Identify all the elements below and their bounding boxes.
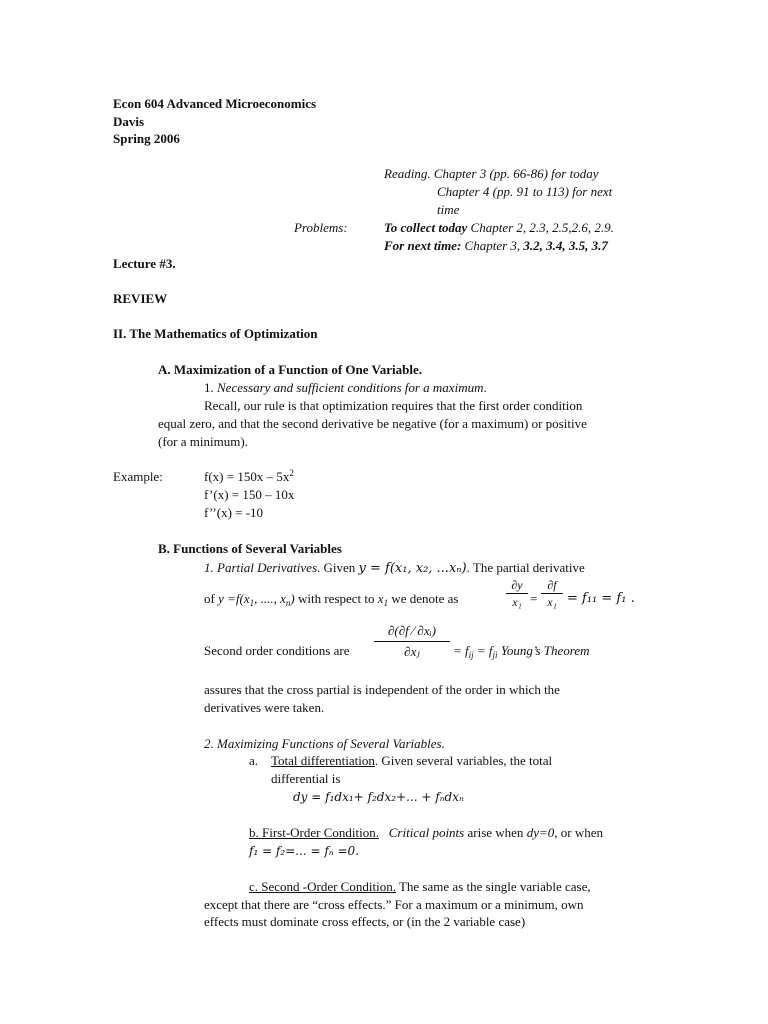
of-func: $y =f(x_1$, ...., $x_n$) — [218, 591, 295, 608]
partial-title: 1. Partial Derivatives — [204, 560, 318, 575]
reading-text-1: Chapter 3 (pp. 66-86) for today — [433, 166, 599, 181]
reading-line-3: time — [437, 202, 460, 217]
eq1-base: f(x) = 150x – 5x — [204, 469, 290, 484]
example-eq-1 — [204, 469, 294, 485]
item-1-text: Necessary and sufficient conditions for a maximum — [217, 380, 484, 395]
section-title: II. The Mathematics of Optimization — [113, 326, 318, 341]
reading-line-2: Chapter 4 (pp. 91 to 113) for next — [437, 184, 613, 199]
second-order-title: c. Second -Order Condition. — [249, 879, 396, 894]
next-time-label: For next time: — [384, 238, 462, 253]
next-time-problems: 3.2, 3.4, 3.5, 3.7 — [523, 238, 608, 253]
section-a-heading: A. Maximization of a Function of One Variable. — [158, 362, 422, 377]
partial-line — [204, 560, 585, 577]
term: Spring 2006 — [113, 131, 180, 146]
maximizing-title: 2. Maximizing Functions of Several Variables. — [204, 736, 445, 751]
frac-df-num: ∂f — [547, 578, 557, 592]
lecture-number: Lecture #3. — [113, 256, 176, 271]
next-time-line — [384, 238, 608, 254]
second-order-line-2: except that there are “cross effects.” For a maximum or a minimum, own — [204, 897, 584, 912]
of-prefix: of — [204, 591, 215, 606]
total-diff-line-2: differential is — [271, 771, 341, 786]
instructor-name: Davis — [113, 114, 145, 129]
or-when: or when — [560, 825, 603, 840]
section-b-heading: B. Functions of Several Variables — [158, 541, 342, 556]
of-line — [204, 591, 458, 607]
frac-df-den: x₁ — [547, 595, 557, 609]
item-1-number: 1. — [204, 380, 214, 395]
example-eq-2: f’(x) = 150 – 10x — [204, 487, 295, 502]
collect-today-label: To collect today — [384, 220, 468, 235]
item-1: 1. Necessary and sufficient conditions for a maximum. — [204, 380, 487, 395]
second-order-fraction — [374, 624, 450, 659]
critical-points: Critical points — [388, 825, 465, 840]
first-order-title: b. First-Order Condition. — [249, 825, 379, 840]
x1-var: $x_1$ — [377, 591, 389, 608]
course-title: Econ 604 Advanced Microeconomics — [113, 96, 317, 111]
item-a-letter: a. — [249, 753, 259, 768]
we-denote: we denote as — [391, 591, 459, 606]
collect-today-line — [384, 220, 614, 236]
total-diff-rest: . Given several variables, the total — [374, 753, 553, 768]
review-heading: REVIEW — [113, 291, 168, 306]
para-line-3: (for a minimum). — [158, 434, 248, 449]
with-respect: with respect to — [297, 591, 375, 606]
eq1-exponent: 2 — [289, 468, 294, 478]
para-line-2: equal zero, and that the second derivative be negative (for a maximum) or positive — [158, 416, 587, 431]
example-label: Example: — [113, 469, 163, 484]
partial-given: . Given — [317, 560, 356, 575]
example-eq-3: f’’(x) = -10 — [204, 505, 264, 520]
total-diff-line — [271, 753, 552, 769]
next-time-chapter: Chapter 3, — [464, 238, 521, 253]
partial-tail: . The partial derivative — [466, 560, 585, 575]
young-theorem: Young’s Theorem — [500, 643, 590, 658]
partial-equals-tail: = f₁₁ = f₁ . — [567, 591, 635, 606]
second-order-line — [249, 879, 591, 895]
total-diff-term: Total differentiation — [271, 753, 375, 768]
frac-dy-num: ∂y — [511, 578, 523, 592]
frac-dy-den: x₁ — [512, 595, 522, 609]
reading-label: Reading — [384, 166, 428, 181]
reading-line-1: Reading. Chapter 3 (pp. 66-86) for today — [384, 166, 599, 181]
second-order-line-3: effects must dominate cross effects, or (in the 2 variable case) — [204, 914, 526, 929]
second-order-rest: The same as the single variable case, — [398, 879, 591, 894]
assures-line-1: assures that the cross partial is independent of the order in which the — [204, 682, 560, 697]
assures-line-2: derivatives were taken. — [204, 700, 325, 715]
second-order-label: Second order conditions are — [204, 643, 350, 658]
first-order-rest: arise when — [467, 825, 524, 840]
so-den: ∂xⱼ — [404, 644, 420, 659]
young-line: = $f_{ij} = f_{ji}$ Young’s Theorem — [453, 643, 590, 660]
collect-today-text: Chapter 2, 2.3, 2.5,2.6, 2.9. — [470, 220, 614, 235]
given-formula: y = f(x₁, x₂, ...xₙ) — [358, 561, 467, 576]
eq-sign-1: = — [530, 591, 538, 606]
fraction-df-dx1 — [541, 578, 563, 609]
total-differential-eq: dy = f₁dx₁+ f₂dx₂+... + fₙdxₙ — [293, 790, 464, 804]
dy-zero: dy=0, — [526, 825, 558, 840]
first-order-line — [249, 825, 603, 841]
fraction-dy-dx1 — [506, 578, 528, 609]
first-order-eq: f₁ = f₂=... = fₙ =0. — [249, 844, 359, 858]
problems-label: Problems: — [294, 220, 348, 235]
so-num: ∂(∂f ⁄ ∂xᵢ) — [387, 623, 437, 638]
para-line-1: Recall, our rule is that optimization requires that the first order condition — [204, 398, 583, 413]
